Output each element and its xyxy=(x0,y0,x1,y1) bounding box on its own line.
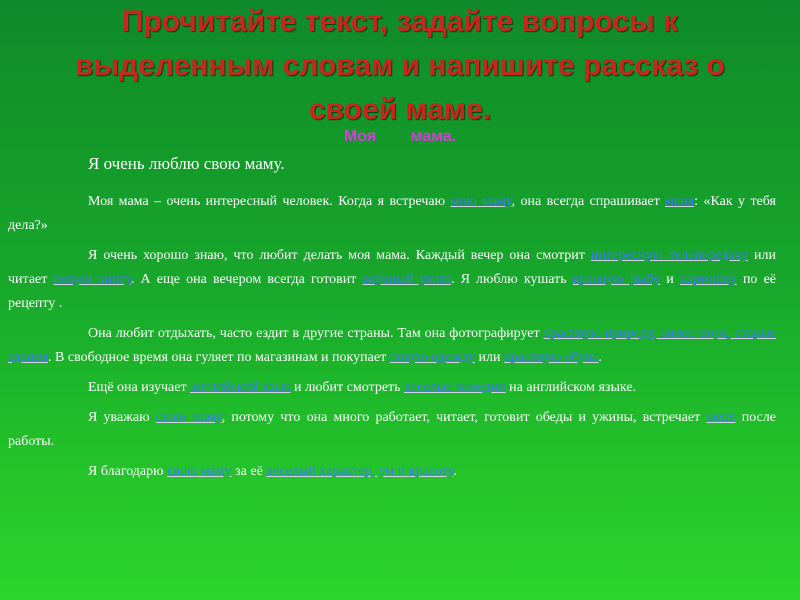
text-run: за её xyxy=(231,464,267,479)
text-run: или читает xyxy=(8,248,776,287)
highlighted-word: новую книгу xyxy=(53,272,131,287)
subtitle-word-1: Моя xyxy=(343,128,377,145)
highlighted-word: вкусный ужин xyxy=(362,272,451,287)
highlighted-word: веселые комедии xyxy=(404,380,506,395)
paragraph-1 xyxy=(8,190,776,238)
subtitle-word-2: мама. xyxy=(410,128,457,145)
highlighted-word: свою маму xyxy=(167,464,232,479)
paragraph-2 xyxy=(8,244,776,316)
text-run: или xyxy=(475,350,504,365)
text-run: . В свободное время она гуляет по магазинам и покупает xyxy=(48,350,390,365)
text-run: , потому что она много работает, читает, готовит обеды и ужины, встречает xyxy=(221,410,707,425)
text-run: и xyxy=(660,272,680,287)
text-run: Моя мама – очень интересный человек. Когда я встречаю xyxy=(88,194,451,209)
text-subtitle xyxy=(0,128,800,146)
highlighted-word: новую одежду xyxy=(389,350,475,365)
text-run: после работы. xyxy=(8,410,776,449)
text-run: Она любит отдыхать, часто ездит в другие страны. Там она фотографирует xyxy=(88,326,544,341)
text-run: на английском языке. xyxy=(505,380,637,395)
lead-sentence: Я очень люблю свою маму. xyxy=(88,154,285,173)
highlighted-word: интересную телепередачу xyxy=(590,248,749,263)
paragraph-4 xyxy=(8,376,776,400)
slide-title: Прочитайте текст, задайте вопросы к выделенным словам и напишите рассказ о своей маме. xyxy=(75,5,725,126)
text-run: . xyxy=(598,350,602,365)
text-run: Я очень хорошо знаю, что любит делать моя мама. Каждый вечер она смотрит xyxy=(88,248,591,263)
highlighted-word: веселый характер, ум и красоту xyxy=(266,464,454,479)
paragraph-5 xyxy=(8,406,776,454)
text-run: Я уважаю xyxy=(88,410,156,425)
paragraph-6 xyxy=(8,460,776,484)
text-run: . xyxy=(453,464,457,479)
text-run: Ещё она изучает xyxy=(88,380,191,395)
highlighted-word: красивую природу, синее море, старые здания xyxy=(8,326,777,365)
text-run: , она всегда спрашивает xyxy=(511,194,666,209)
text-run: и любит смотреть xyxy=(290,380,405,395)
text-run: Я благодарю xyxy=(88,464,168,479)
text-run: . А еще она вечером всегда готовит xyxy=(130,272,363,287)
highlighted-word: меня xyxy=(706,410,736,425)
highlighted-word: мою маму xyxy=(450,194,512,209)
highlighted-word: свою маму xyxy=(155,410,222,425)
highlighted-word: английский язык xyxy=(190,380,291,395)
highlighted-word: меня xyxy=(665,194,695,209)
text-run: . Я люблю кушать xyxy=(450,272,573,287)
story-text xyxy=(8,152,776,490)
highlighted-word: красную рыбу xyxy=(572,272,661,287)
text-run: по её рецепту . xyxy=(8,272,776,311)
highlighted-word: картошку xyxy=(679,272,737,287)
highlighted-word: красивую обувь xyxy=(503,350,599,365)
text-run: : «Как у тебя дела?» xyxy=(8,194,776,233)
paragraph-3 xyxy=(8,322,776,370)
